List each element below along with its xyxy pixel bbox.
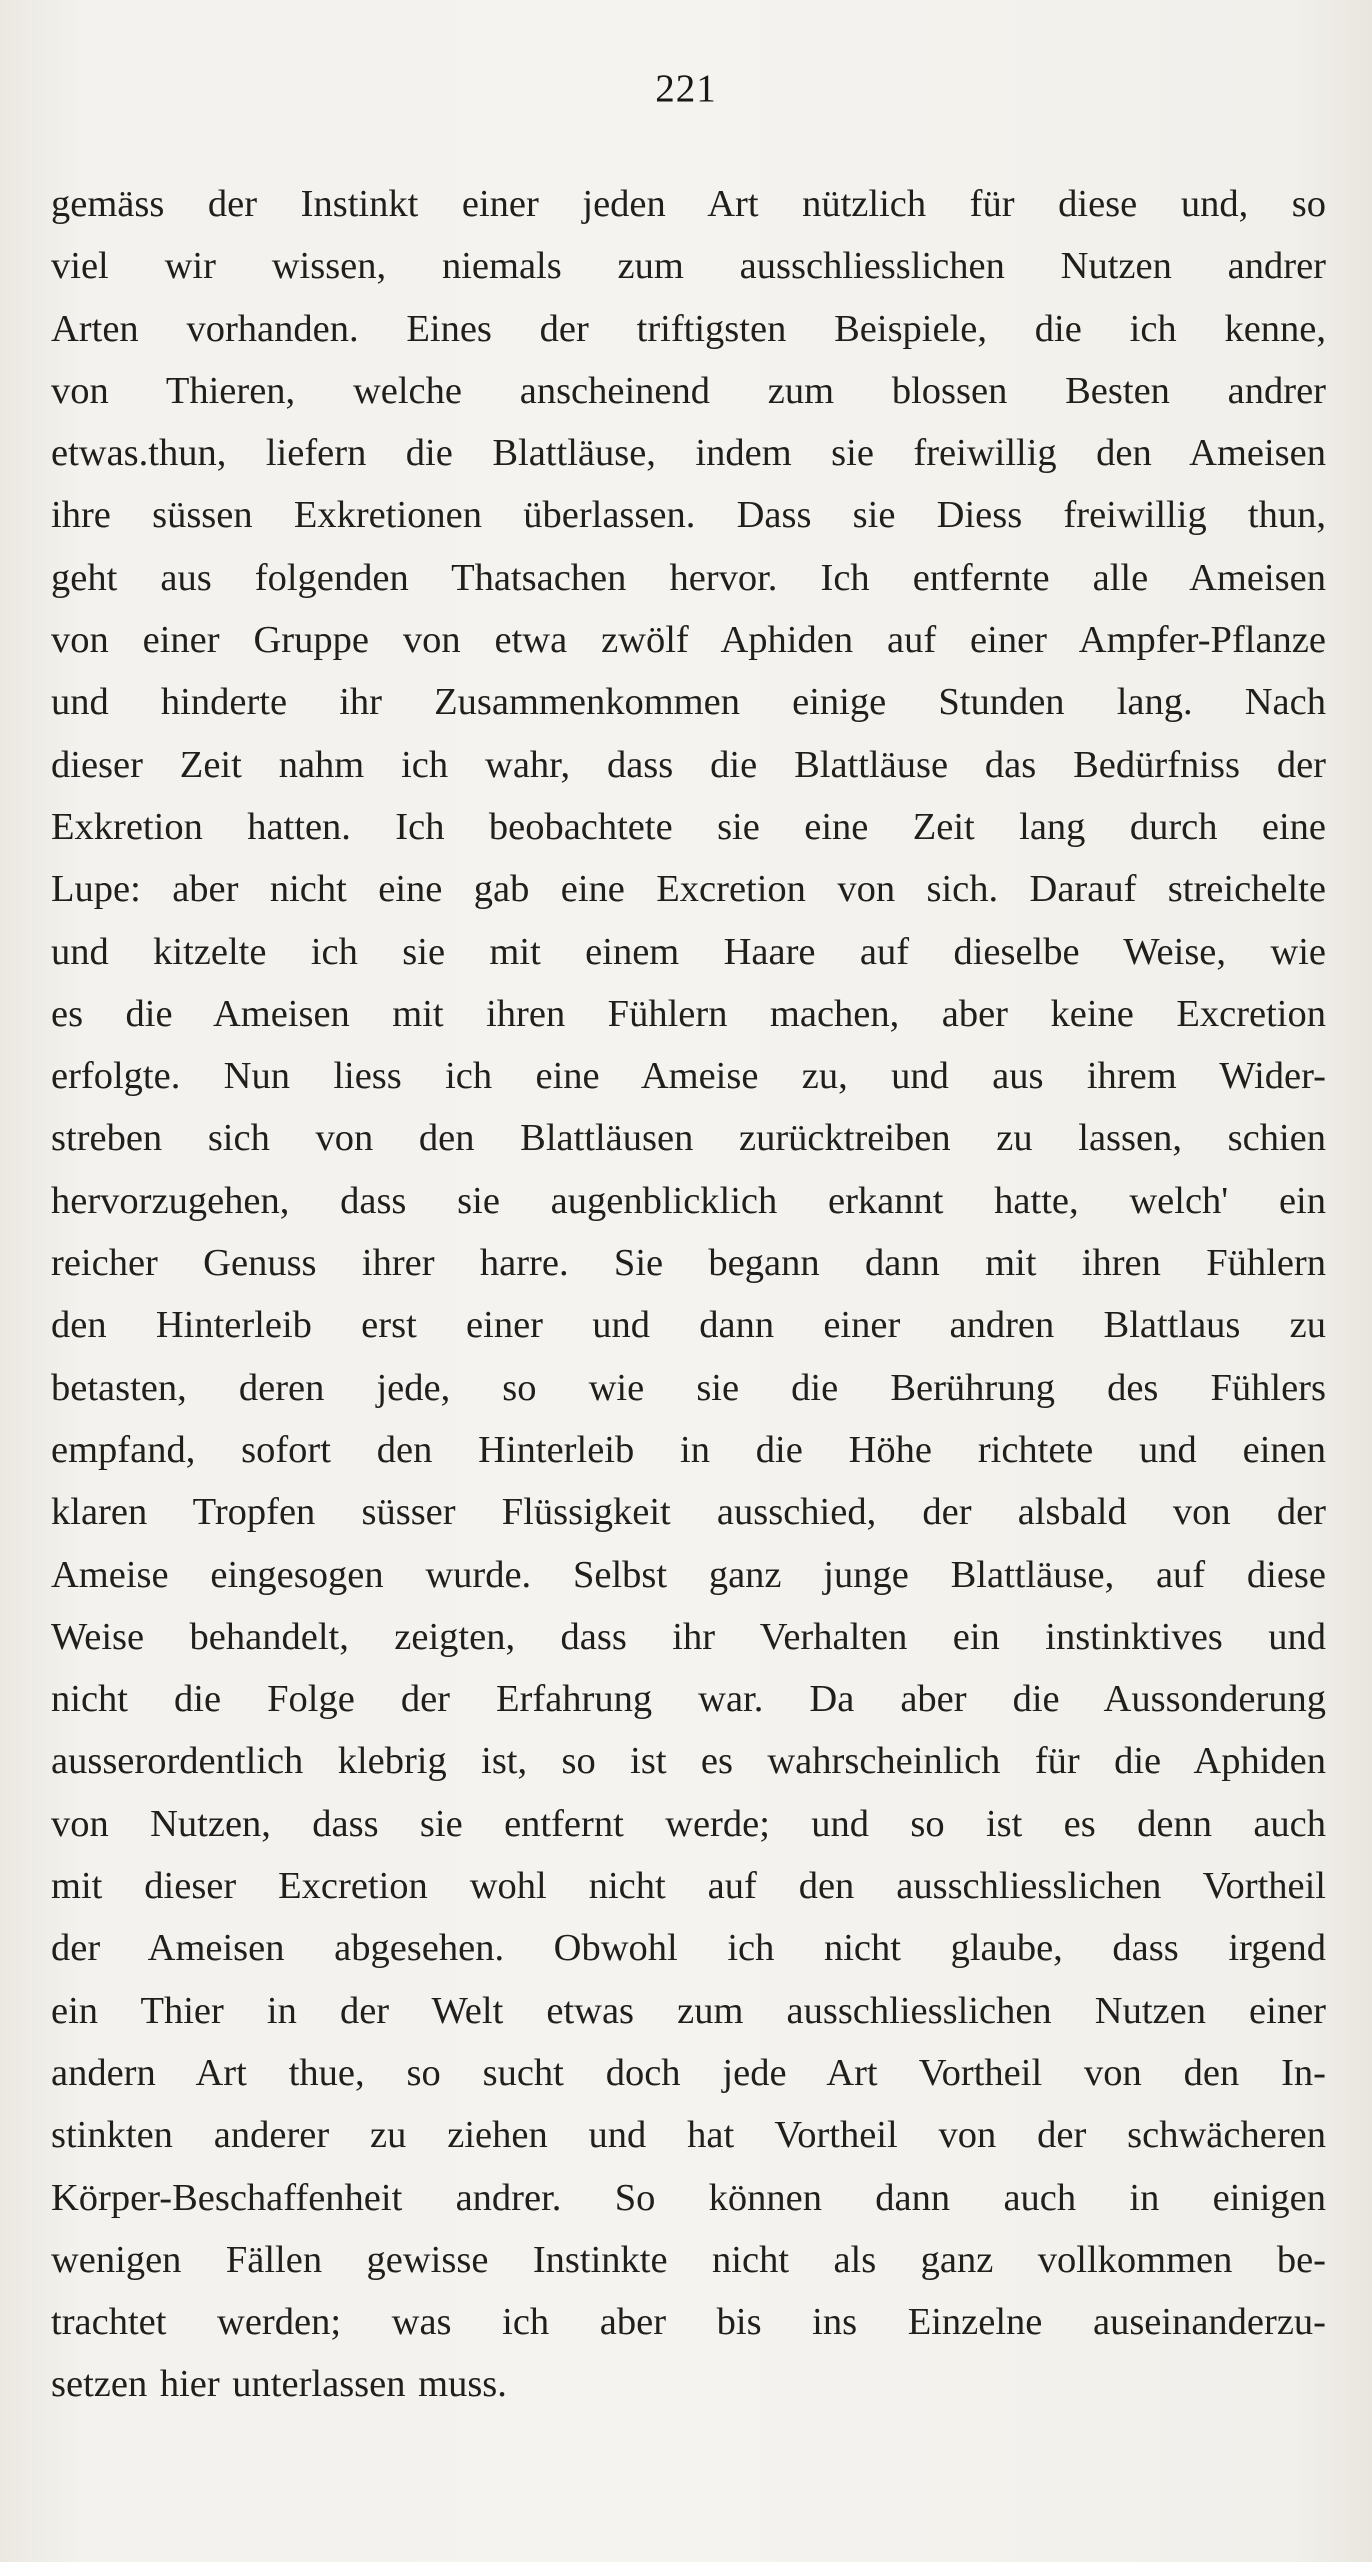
text-line-last: setzen hier unterlassen muss.: [51, 2363, 507, 2406]
text-line: reicher Genuss ihrer harre. Sie begann dann mit ihren Fühlern: [51, 1242, 1326, 1285]
text-line: der Ameisen abgesehen. Obwohl ich nicht glaube, dass irgend: [51, 1927, 1326, 1970]
text-line: Körper-Beschaffenheit andrer. So können dann auch in einigen: [51, 2176, 1326, 2219]
text-line: andern Art thue, so sucht doch jede Art Vortheil von den In-: [51, 2051, 1326, 2094]
text-line: Weise behandelt, zeigten, dass ihr Verhalten ein instinktives und: [51, 1615, 1326, 1658]
text-line: betasten, deren jede, so wie sie die Berührung des Fühlers: [51, 1366, 1326, 1409]
body-text: [51, 173, 1326, 2416]
text-line: Arten vorhanden. Eines der triftigsten Beispiele, die ich kenne,: [51, 307, 1326, 350]
text-line: von Nutzen, dass sie entfernt werde; und so ist es denn auch: [51, 1802, 1326, 1845]
text-line: ihre süssen Exkretionen überlassen. Dass sie Diess freiwillig thun,: [51, 494, 1326, 537]
text-line: mit dieser Excretion wohl nicht auf den ausschliesslichen Vortheil: [51, 1865, 1326, 1908]
text-line: ein Thier in der Welt etwas zum ausschliesslichen Nutzen einer: [51, 1989, 1326, 2032]
text-line: und hinderte ihr Zusammenkommen einige Stunden lang. Nach: [51, 681, 1326, 724]
text-line: und kitzelte ich sie mit einem Haare auf dieselbe Weise, wie: [51, 930, 1326, 973]
text-line: stinkten anderer zu ziehen und hat Vortheil von der schwächeren: [51, 2114, 1326, 2157]
text-line: Exkretion hatten. Ich beobachtete sie eine Zeit lang durch eine: [51, 805, 1326, 848]
text-line: empfand, sofort den Hinterleib in die Höhe richtete und einen: [51, 1428, 1326, 1471]
text-line: streben sich von den Blattläusen zurücktreiben zu lassen, schien: [51, 1117, 1326, 1160]
text-line: von Thieren, welche anscheinend zum blossen Besten andrer: [51, 369, 1326, 412]
text-line: Lupe: aber nicht eine gab eine Excretion von sich. Darauf streichelte: [51, 868, 1326, 911]
page-number: 221: [655, 67, 717, 110]
text-line: wenigen Fällen gewisse Instinkte nicht als ganz vollkommen be-: [51, 2238, 1326, 2281]
text-line: etwas.thun, liefern die Blattläuse, indem sie freiwillig den Ameisen: [51, 432, 1326, 475]
text-line: den Hinterleib erst einer und dann einer andren Blattlaus zu: [51, 1304, 1326, 1347]
text-line: hervorzugehen, dass sie augenblicklich erkannt hatte, welch' ein: [51, 1179, 1326, 1222]
text-line: geht aus folgenden Thatsachen hervor. Ich entfernte alle Ameisen: [51, 556, 1326, 599]
text-line: viel wir wissen, niemals zum ausschliesslichen Nutzen andrer: [51, 245, 1326, 288]
text-line: klaren Tropfen süsser Flüssigkeit ausschied, der alsbald von der: [51, 1491, 1326, 1534]
text-line: von einer Gruppe von etwa zwölf Aphiden auf einer Ampfer-Pflanze: [51, 619, 1326, 662]
text-line: trachtet werden; was ich aber bis ins Einzelne auseinanderzu-: [51, 2301, 1326, 2344]
text-line: erfolgte. Nun liess ich eine Ameise zu, und aus ihrem Wider-: [51, 1055, 1326, 1098]
text-line: Ameise eingesogen wurde. Selbst ganz junge Blattläuse, auf diese: [51, 1553, 1326, 1596]
text-line: ausserordentlich klebrig ist, so ist es wahrscheinlich für die Aphiden: [51, 1740, 1326, 1783]
text-line: nicht die Folge der Erfahrung war. Da aber die Aussonderung: [51, 1678, 1326, 1721]
text-line: gemäss der Instinkt einer jeden Art nützlich für diese und, so: [51, 183, 1326, 225]
text-line: es die Ameisen mit ihren Fühlern machen, aber keine Excretion: [51, 992, 1326, 1035]
text-line: dieser Zeit nahm ich wahr, dass die Blattläuse das Bedürfniss der: [51, 743, 1326, 786]
